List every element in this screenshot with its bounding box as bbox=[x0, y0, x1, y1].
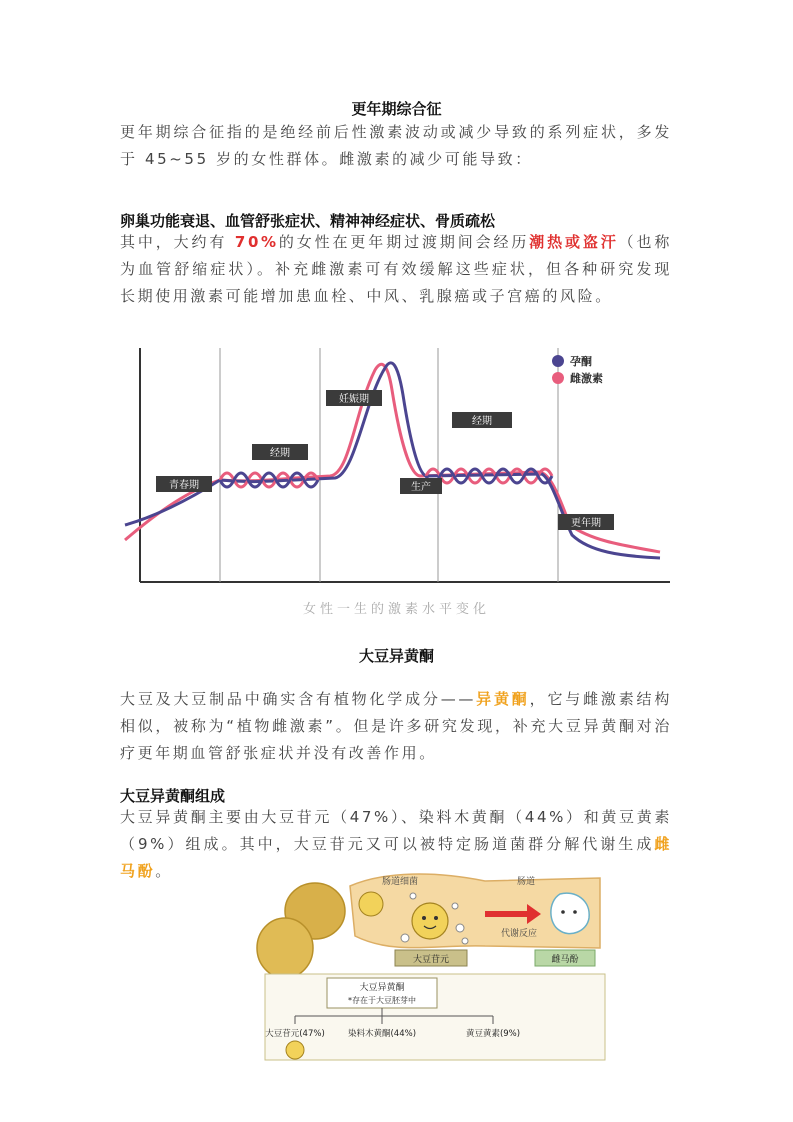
section-title-menopause: 更年期综合征 bbox=[351, 100, 442, 118]
branch-glycitein: 黄豆黄素(9%) bbox=[465, 1029, 521, 1039]
svg-text:经期: 经期 bbox=[472, 416, 492, 427]
highlight-70-percent: 70% bbox=[234, 233, 279, 251]
gut-bacteria-label: 肠道细菌 bbox=[382, 877, 419, 887]
text-run: 。 bbox=[155, 862, 173, 880]
hot-flash-paragraph bbox=[120, 229, 672, 310]
chart-legend bbox=[552, 354, 603, 385]
soy-isoflavone-illustration bbox=[255, 866, 615, 1066]
highlight-isoflavone: 异黄酮 bbox=[475, 690, 530, 708]
text-run: 其中，大约有 bbox=[120, 233, 235, 251]
symptoms-heading: 卵巢功能衰退、血管舒张症状、精神神经症状、骨质疏松 bbox=[120, 212, 496, 230]
isoflavone-paragraph bbox=[120, 686, 672, 767]
chart-caption: 女性一生的激素水平变化 bbox=[302, 602, 490, 617]
stage-label-pregnancy bbox=[326, 390, 382, 406]
branch-genistein: 染料木黄酮(44%) bbox=[347, 1029, 417, 1039]
gut-label: 肠道 bbox=[517, 877, 536, 887]
stage-label-puberty bbox=[156, 476, 212, 492]
tree-subtitle: *存在于大豆胚芽中 bbox=[348, 996, 416, 1005]
tree-title: 大豆异黄酮 bbox=[359, 983, 405, 993]
menopause-intro-paragraph: 更年期综合征指的是绝经前后性激素波动或减少导致的系列症状，多发于 45~55 岁的女性群体。雌激素的减少可能导致： bbox=[120, 123, 672, 168]
text-run: 大豆异黄酮主要由大豆苷元（47%）、染料木黄酮（44%）和黄豆黄素（9%）组成。其中，大豆苷元又可以被特定肠道菌群分解代谢生成 bbox=[120, 808, 672, 853]
stage-label-period-2 bbox=[452, 412, 512, 428]
svg-text:青春期: 青春期 bbox=[169, 480, 199, 491]
soy-character-icon bbox=[359, 892, 383, 916]
stage-dividers bbox=[220, 348, 558, 582]
daidzein-box-label: 大豆苷元 bbox=[412, 955, 450, 965]
text-run: 的女性在更年期过渡期间会经历 bbox=[278, 233, 530, 251]
highlight-equol: 雌马酚 bbox=[120, 835, 672, 880]
stage-label-period-1 bbox=[252, 444, 308, 460]
branch-daidzein: 大豆苷元(47%) bbox=[265, 1029, 325, 1039]
svg-text:妊娠期: 妊娠期 bbox=[339, 394, 369, 405]
highlight-hot-flash: 潮热或盗汗 bbox=[529, 233, 619, 251]
equol-character-icon bbox=[551, 893, 589, 933]
section-title-isoflavone: 大豆异黄酮 bbox=[358, 647, 434, 665]
hormone-level-chart bbox=[120, 340, 680, 590]
legend-estrogen: 雌激素 bbox=[570, 372, 603, 385]
small-soy-character-icon bbox=[286, 1041, 304, 1059]
svg-text:经期: 经期 bbox=[270, 448, 290, 459]
soybean-icon bbox=[257, 918, 313, 978]
stage-label-menopause bbox=[558, 514, 614, 530]
text-run: 大豆及大豆制品中确实含有植物化学成分—— bbox=[120, 690, 476, 708]
composition-heading: 大豆异黄酮组成 bbox=[120, 787, 226, 805]
text-run: （也称为血管舒缩症状）。补充雌激素可有效缓解这些症状，但各种研究发现长期使用激素可能增加患血栓、中风、乳腺癌或子宫癌的风险。 bbox=[120, 233, 672, 305]
daidzein-character-icon bbox=[412, 903, 448, 939]
svg-text:生产: 生产 bbox=[411, 482, 431, 493]
svg-text:更年期: 更年期 bbox=[571, 518, 601, 529]
equol-box-label: 雌马酚 bbox=[551, 955, 579, 965]
legend-progesterone: 孕酮 bbox=[570, 355, 592, 368]
metabolic-reaction-label: 代谢反应 bbox=[501, 929, 538, 939]
stage-label-birth bbox=[400, 478, 442, 494]
text-run: ，它与雌激素结构相似，被称为“植物雌激素”。但是许多研究发现，补充大豆异黄酮对治疗更年期血管舒张症状并没有改善作用。 bbox=[120, 690, 672, 762]
